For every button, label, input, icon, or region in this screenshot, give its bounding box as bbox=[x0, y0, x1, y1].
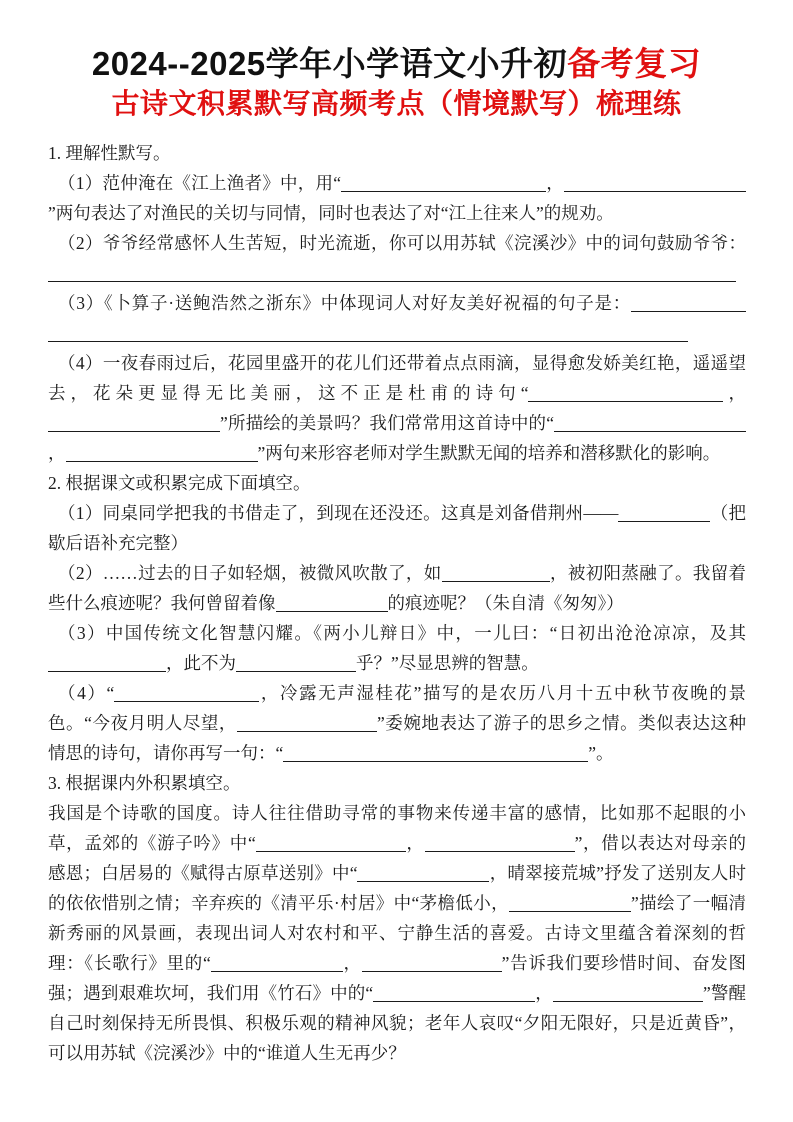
answer-blank bbox=[509, 893, 631, 912]
text-run: ”，借以表达对母亲的感恩；白居易的《赋得古原草送别》中“ bbox=[48, 833, 746, 883]
text-run: ，被初阳蒸融了。我留着些什么痕迹呢？我何曾留着像 bbox=[48, 563, 747, 613]
text-run: 3. 根据课内外积累填空。 bbox=[48, 773, 241, 793]
answer-blank bbox=[553, 983, 703, 1002]
text-run: （1）同桌同学把我的书借走了，到现在还没还。这真是刘备借荆州—— bbox=[58, 503, 619, 523]
text-run: （2）……过去的日子如轻烟，被微风吹散了，如 bbox=[58, 563, 442, 583]
text-run: ， bbox=[48, 443, 66, 463]
title-black-part: 2024--2025学年小学语文小升初 bbox=[91, 45, 568, 82]
text-run: ”描绘了一幅清新秀丽的风景画，表现出词人对农村和平、宁静生活的喜爱。古诗文里蕴含着深刻的哲理：《长歌行》里的“ bbox=[48, 893, 746, 973]
question-1-2 bbox=[48, 228, 746, 288]
text-run: ，晴翠接荒城”抒发了送别友人时的依依惜别之情；辛弃疾的《清平乐·村居》中“茅檐低小， bbox=[48, 863, 746, 913]
answer-blank bbox=[631, 293, 746, 312]
answer-blank bbox=[528, 383, 723, 402]
question-3-body bbox=[48, 798, 746, 1068]
text-run: 2. 根据课文或积累完成下面填空。 bbox=[48, 473, 311, 493]
section-1-heading bbox=[48, 138, 746, 168]
text-run: （2）爷爷经常感怀人生苦短，时光流逝，你可以用苏轼《浣溪沙》中的词句鼓励爷爷： bbox=[58, 233, 746, 253]
text-run: 1. 理解性默写。 bbox=[48, 143, 171, 163]
section-2-heading bbox=[48, 468, 746, 498]
answer-blank bbox=[211, 953, 343, 972]
text-run: ”委婉地表达了游子的思乡之情。类似表达这种情思的诗句，请你再写一句：“ bbox=[48, 713, 746, 763]
text-run: 的痕迹呢？（朱自清《匆匆》） bbox=[387, 593, 624, 613]
text-run: ， bbox=[535, 983, 553, 1003]
title-red-part: 备考复习 bbox=[567, 45, 702, 82]
answer-blank bbox=[341, 173, 546, 192]
text-run: ， bbox=[546, 173, 564, 193]
answer-blank bbox=[48, 263, 736, 282]
answer-blank bbox=[362, 953, 502, 972]
text-run: ， bbox=[342, 953, 362, 973]
answer-blank bbox=[373, 983, 535, 1002]
answer-blank bbox=[66, 443, 258, 462]
answer-blank bbox=[357, 863, 489, 882]
text-run: ”两句来形容老师对学生默默无闻的培养和潜移默化的影响。 bbox=[257, 443, 721, 463]
answer-blank bbox=[276, 593, 388, 612]
question-2-1 bbox=[48, 498, 746, 558]
answer-blank bbox=[48, 653, 166, 672]
answer-blank bbox=[236, 653, 356, 672]
text-run: ”所描绘的美景吗？我们常常用这首诗中的“ bbox=[220, 413, 554, 433]
document-body bbox=[48, 138, 746, 1068]
text-run: ，冷露无声湿桂花”描写的是农历八月十五中秋节夜晚的景色。“今夜月明人尽望， bbox=[48, 683, 746, 733]
answer-blank bbox=[554, 413, 746, 432]
question-1-3 bbox=[48, 288, 746, 348]
text-run: （4）一夜春雨过后，花园里盛开的花儿们还带着点点雨滴，显得愈发娇美红艳，遥遥望去，花朵更显得无比美丽，这不正是杜甫的诗句“ bbox=[48, 353, 746, 403]
text-run: ，此不为 bbox=[166, 653, 236, 673]
answer-blank bbox=[114, 683, 259, 702]
text-run: ， bbox=[405, 833, 425, 853]
text-run: ”两句表达了对渔民的关切与同情，同时也表达了对“江上往来人”的规劝。 bbox=[48, 203, 614, 223]
document-title bbox=[0, 42, 793, 86]
answer-blank bbox=[48, 323, 688, 342]
text-run: 我国是个诗歌的国度。诗人往往借助寻常的事物来传递丰富的感情，比如那不起眼的小草，孟郊的《游子吟》中“ bbox=[48, 803, 746, 853]
text-run: （1）范仲淹在《江上渔者》中，用“ bbox=[58, 173, 341, 193]
text-run: （把歇后语补充完整） bbox=[48, 503, 746, 553]
document-header bbox=[0, 0, 793, 122]
text-run: 乎？”尽显思辨的智慧。 bbox=[356, 653, 539, 673]
text-run: （3）《卜算子·送鲍浩然之浙东》中体现词人对好友美好祝福的句子是： bbox=[58, 293, 631, 313]
question-2-3 bbox=[48, 618, 746, 678]
answer-blank bbox=[564, 173, 746, 192]
text-run: ， bbox=[723, 383, 746, 403]
document-subtitle: 古诗文积累默写高频考点（情境默写）梳理练 bbox=[111, 88, 682, 119]
text-run: （4）“ bbox=[58, 683, 115, 703]
answer-blank bbox=[442, 563, 550, 582]
question-1-1 bbox=[48, 168, 746, 228]
section-3-heading bbox=[48, 768, 746, 798]
text-run: ”告诉我们要珍惜时间、奋发图强；遇到艰难坎坷，我们用《竹石》中的“ bbox=[48, 953, 746, 1003]
question-2-2 bbox=[48, 558, 746, 618]
question-2-4 bbox=[48, 678, 746, 768]
answer-blank bbox=[618, 503, 710, 522]
question-1-4 bbox=[48, 348, 746, 468]
answer-blank bbox=[237, 713, 377, 732]
text-run: ”。 bbox=[588, 743, 614, 763]
text-run: （3）中国传统文化智慧闪耀。《两小儿辩日》中，一儿曰：“日初出沧沧凉凉，及其 bbox=[58, 623, 746, 643]
answer-blank bbox=[425, 833, 575, 852]
answer-blank bbox=[283, 743, 588, 762]
answer-blank bbox=[48, 413, 220, 432]
answer-blank bbox=[256, 833, 406, 852]
text-run: ”警醒自己时刻保持无所畏惧、积极乐观的精神风貌；老年人哀叹“夕阳无限好，只是近黄昏”，可以用苏轼《浣溪沙》中的“谁道人生无再少？ bbox=[48, 983, 746, 1063]
